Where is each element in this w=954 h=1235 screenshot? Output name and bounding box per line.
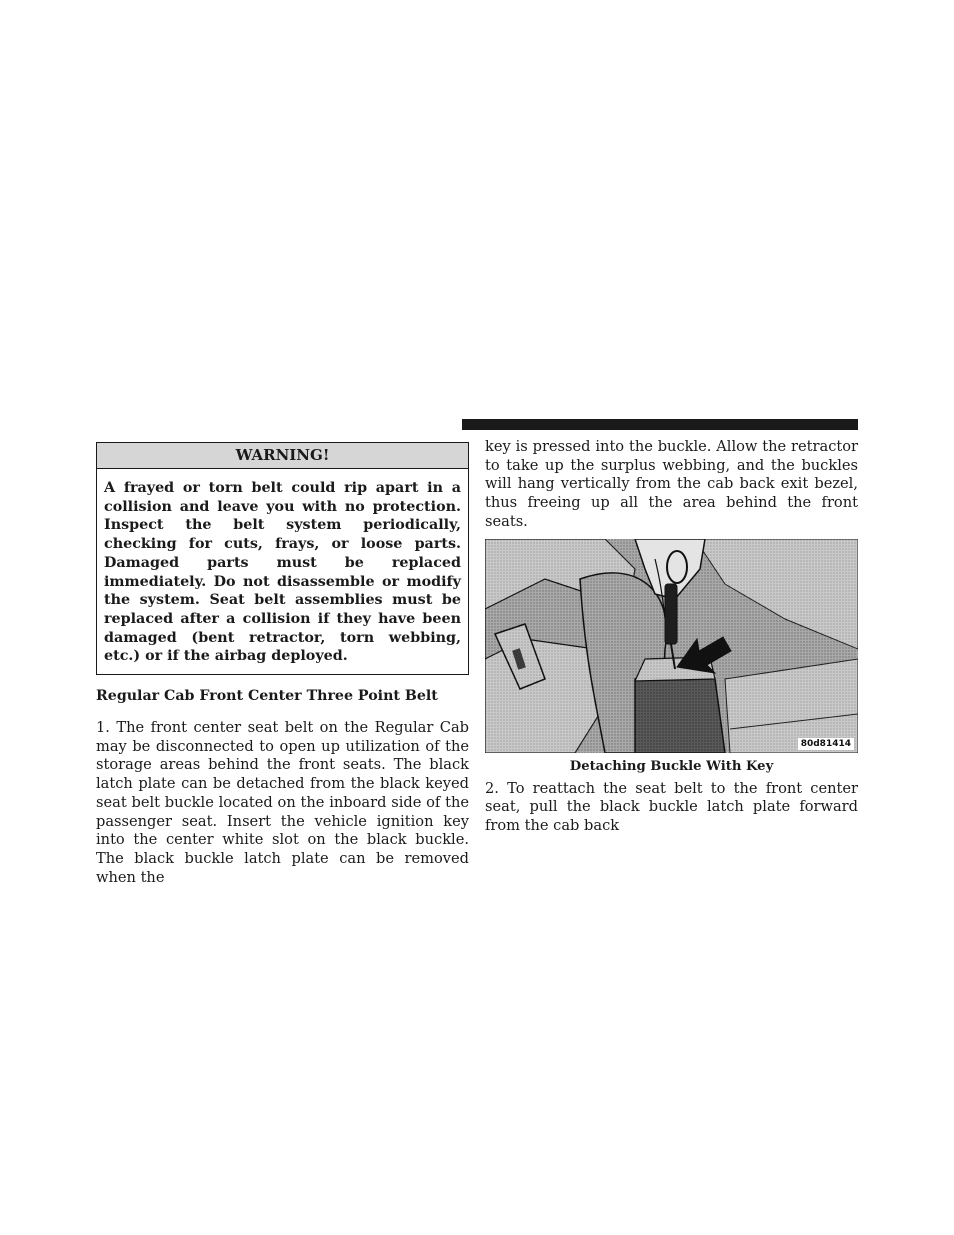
buckle-key-drawing <box>485 539 858 753</box>
step-1-text: 1. The front center seat belt on the Regular Cab may be disconnected to open up utilization of the storage areas behind the front seats. The black latch plate can be detached from the black keyed seat belt buckle located on the inboard side of the passenger seat. Insert the vehicle ignition key into the center white slot on the black buckle. The black buckle latch plate can be removed when the <box>96 719 469 886</box>
section-heading: Regular Cab Front Center Three Point Belt <box>96 688 438 705</box>
right-column <box>485 438 858 836</box>
warning-box <box>96 442 469 675</box>
warning-text: A frayed or torn belt could rip apart in a collision and leave you with no protection. Inspect the belt system periodically, checking for cuts, frays, or loose parts. Damaged parts must be replaced immediately. Do not disassemble or modify the system. Seat belt assemblies must be replaced after a collision if they have been damaged (bent retractor, torn webbing, etc.) or if the airbag deployed. <box>104 480 461 665</box>
figure-caption: Detaching Buckle With Key <box>569 758 774 774</box>
figure-code: 80d81414 <box>798 738 854 750</box>
step-1-continued-text: key is pressed into the buckle. Allow the retractor to take up the surplus webbing, and the buckles will hang vertically from the cab back exit bezel, thus freeing up all the area behind the front seats. <box>485 438 858 530</box>
header-rule <box>462 419 858 430</box>
step-2-text: 2. To reattach the seat belt to the front center seat, pull the black buckle latch plate forward from the cab back <box>485 779 858 834</box>
buckle-key-illustration <box>485 539 858 753</box>
left-column <box>96 442 469 887</box>
warning-heading: WARNING! <box>97 443 468 469</box>
